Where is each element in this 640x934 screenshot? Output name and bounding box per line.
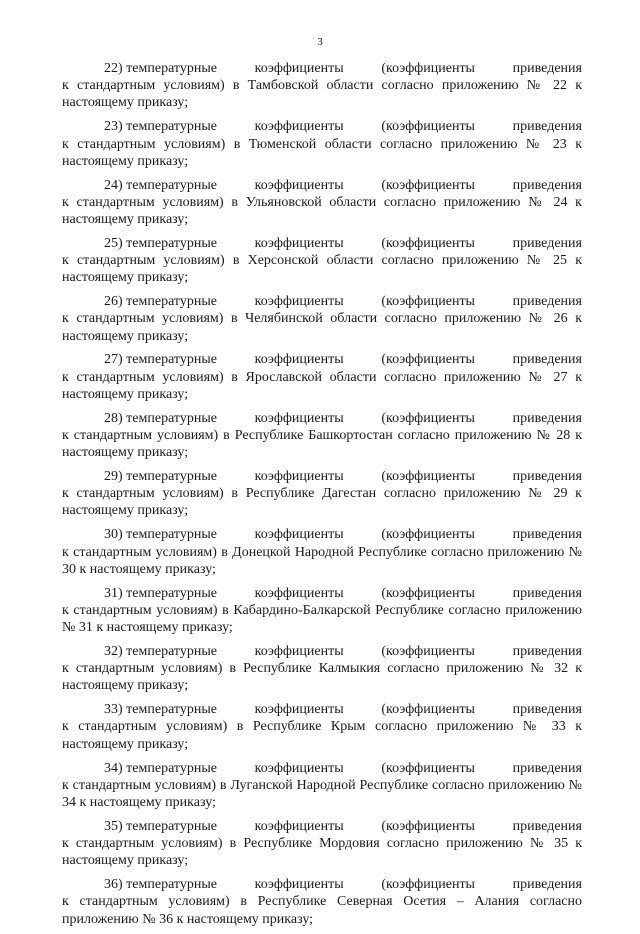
list-item-word: температурные: [126, 294, 217, 310]
list-item-word: коэффициенты: [254, 760, 344, 776]
list-item-word: (коэффициенты: [381, 469, 475, 485]
list-item-text: к стандартным условиям) в Республике Калмыкия согласно приложению № 32 к настоящему приказу;: [62, 661, 582, 694]
list-item: [62, 468, 582, 520]
list-item-word: температурные: [126, 410, 217, 426]
list-item-word: коэффициенты: [254, 177, 344, 193]
page-number: 3: [317, 36, 323, 48]
list-item: [62, 760, 582, 812]
list-item-word: температурные: [126, 760, 217, 776]
list-item-word: приведения: [512, 877, 582, 893]
list-item-word: (коэффициенты: [381, 702, 475, 718]
list-item-word: коэффициенты: [254, 352, 344, 368]
list-item-text: к стандартным условиям) в Республике Башкортостан согласно приложению № 28 к настоящему приказу;: [62, 427, 582, 461]
list-item-word: приведения: [512, 294, 582, 310]
list-item-first-line: [62, 60, 582, 77]
list-item: [62, 643, 582, 695]
list-item-text: к стандартным условиям) в Тамбовской области согласно приложению № 22 к настоящему приказу;: [62, 78, 582, 111]
list-item-word: приведения: [512, 177, 582, 193]
list-item-word: температурные: [126, 585, 217, 601]
list-item-word: приведения: [512, 760, 582, 776]
list-item-word: (коэффициенты: [381, 119, 475, 135]
list-item-text: к стандартным условиям) в Республике Северная Осетия – Алания согласно приложению № 36 к настоящему приказу;: [62, 894, 582, 927]
list-item-word: коэффициенты: [254, 61, 344, 76]
list-item-word: приведения: [512, 643, 582, 659]
list-item-word: приведения: [512, 352, 582, 368]
list-item-text: к стандартным условиям) в Республике Дагестан согласно приложению № 29 к настоящему приказу;: [62, 486, 582, 519]
list-item-lead: [104, 351, 217, 368]
list-item-word: коэффициенты: [254, 469, 344, 485]
list-item-word: температурные: [126, 702, 217, 718]
list-item-word: приведения: [512, 61, 582, 76]
list-item-word: коэффициенты: [254, 410, 344, 426]
list-item-first-line: [62, 818, 582, 835]
list-item-number: 33): [104, 702, 123, 718]
list-item-text: к стандартным условиям) в Луганской Народной Республике согласно приложению № 34 к настоящему приказу;: [62, 777, 582, 810]
list-item-word: температурные: [126, 643, 217, 659]
list-item-first-line: [62, 118, 582, 135]
list-item-text: к стандартным условиям) в Херсонской области согласно приложению № 25 к настоящему приказу;: [62, 253, 582, 286]
list-item: [62, 585, 582, 637]
list-item-lead: [104, 818, 217, 835]
list-item-text: к стандартным условиям) в Тюменской области согласно приложению № 23 к настоящему приказу;: [62, 136, 582, 169]
list-item-text: к стандартным условиям) в Кабардино-Балкарской Республике согласно приложению № 31 к настоящему приказу;: [62, 602, 582, 636]
list-item-first-line: [62, 585, 582, 602]
list-item-word: коэффициенты: [254, 585, 344, 601]
list-item: [62, 177, 582, 229]
list-item-number: 31): [104, 585, 123, 601]
list-item: [62, 235, 582, 287]
list-item-number: 35): [104, 818, 123, 834]
list-item-word: температурные: [126, 877, 217, 893]
list-item-word: приведения: [512, 527, 582, 543]
list-item-word: приведения: [512, 235, 582, 251]
list-item-lead: [104, 526, 217, 543]
list-item-number: 34): [104, 760, 123, 776]
list-item-number: 27): [104, 352, 123, 368]
list-item-number: 24): [104, 177, 123, 193]
list-item-word: (коэффициенты: [381, 585, 475, 601]
list-item-text: к стандартным условиям) в Донецкой Народной Республике согласно приложению № 30 к настоящему приказу;: [62, 544, 582, 577]
list-item-number: 26): [104, 294, 123, 310]
list-item-word: (коэффициенты: [381, 352, 475, 368]
list-item-first-line: [62, 177, 582, 194]
list-item-word: коэффициенты: [254, 643, 344, 659]
list-item: [62, 818, 582, 870]
list-item-word: (коэффициенты: [381, 61, 475, 76]
list-item-word: приведения: [512, 469, 582, 485]
list-item-word: (коэффициенты: [381, 877, 475, 893]
list-item-word: температурные: [126, 469, 217, 485]
list-item-word: приведения: [512, 119, 582, 135]
list-item-word: коэффициенты: [254, 527, 344, 543]
list-item-word: температурные: [126, 352, 217, 368]
list-item-word: температурные: [126, 235, 217, 251]
list-item: [62, 118, 582, 170]
list-item-first-line: [62, 643, 582, 660]
list-item-word: (коэффициенты: [381, 235, 475, 251]
list-item-text: к стандартным условиям) в Республике Крым согласно приложению № 33 к настоящему приказу;: [62, 719, 582, 752]
list-item: [62, 526, 582, 578]
list-item: [62, 351, 582, 403]
list-item-lead: [104, 177, 217, 194]
list-item-word: приведения: [512, 585, 582, 601]
list-item-number: 25): [104, 235, 123, 251]
list-item-first-line: [62, 235, 582, 252]
list-item-lead: [104, 293, 217, 310]
list-item-word: (коэффициенты: [381, 410, 475, 426]
list-item-word: температурные: [126, 527, 217, 543]
list-item-lead: [104, 468, 217, 485]
list-item-word: (коэффициенты: [381, 294, 475, 310]
list-item-number: 29): [104, 469, 123, 485]
list-item-lead: [104, 643, 217, 660]
list-item-word: приведения: [512, 410, 582, 426]
list-item-first-line: [62, 876, 582, 893]
list-item-text: к стандартным условиям) в Республике Мордовия согласно приложению № 35 к настоящему приказу;: [62, 836, 582, 869]
list-item: [62, 410, 582, 462]
list-item-word: температурные: [126, 818, 217, 834]
list-item-word: (коэффициенты: [381, 818, 475, 834]
list-item-lead: [104, 60, 217, 77]
list-item-number: 28): [104, 410, 123, 426]
list-item: [62, 876, 582, 928]
list-item-text: к стандартным условиям) в Челябинской области согласно приложению № 26 к настоящему приказу;: [62, 311, 582, 344]
list-item-lead: [104, 410, 217, 427]
list-item: [62, 701, 582, 753]
list-item-first-line: [62, 760, 582, 777]
list-item-first-line: [62, 293, 582, 310]
list-item-word: температурные: [126, 177, 217, 193]
list-item-lead: [104, 235, 217, 252]
list-item-text: к стандартным условиям) в Ульяновской области согласно приложению № 24 к настоящему приказу;: [62, 194, 582, 227]
list-item-first-line: [62, 468, 582, 485]
list-item-number: 32): [104, 643, 123, 659]
list-item-word: коэффициенты: [254, 702, 344, 718]
list-item-lead: [104, 118, 217, 135]
list-item-word: коэффициенты: [254, 877, 344, 893]
list-item-number: 22): [104, 61, 123, 76]
list-item-word: (коэффициенты: [381, 177, 475, 193]
list-item: [62, 293, 582, 345]
list-item-first-line: [62, 410, 582, 427]
list-item-lead: [104, 876, 217, 893]
list-item-number: 36): [104, 877, 123, 893]
list-item-first-line: [62, 526, 582, 543]
list-item-word: (коэффициенты: [381, 760, 475, 776]
list-item-word: коэффициенты: [254, 294, 344, 310]
list-item-word: коэффициенты: [254, 119, 344, 135]
list-item-first-line: [62, 701, 582, 718]
list-item-word: температурные: [126, 61, 217, 76]
list-item-word: коэффициенты: [254, 235, 344, 251]
list-item-number: 30): [104, 527, 123, 543]
list-item-word: коэффициенты: [254, 818, 344, 834]
list-item-word: приведения: [512, 818, 582, 834]
list-item-word: (коэффициенты: [381, 643, 475, 659]
list-item-text: к стандартным условиям) в Ярославской области согласно приложению № 27 к настоящему приказу;: [62, 369, 582, 402]
list-item-lead: [104, 701, 217, 718]
list-item-word: приведения: [512, 702, 582, 718]
list-item-lead: [104, 760, 217, 777]
list-item-word: (коэффициенты: [381, 527, 475, 543]
list-item-lead: [104, 585, 217, 602]
list-items: [62, 60, 582, 934]
list-item-first-line: [62, 351, 582, 368]
list-item: [62, 60, 582, 112]
list-item-number: 23): [104, 119, 123, 135]
list-item-word: температурные: [126, 119, 217, 135]
